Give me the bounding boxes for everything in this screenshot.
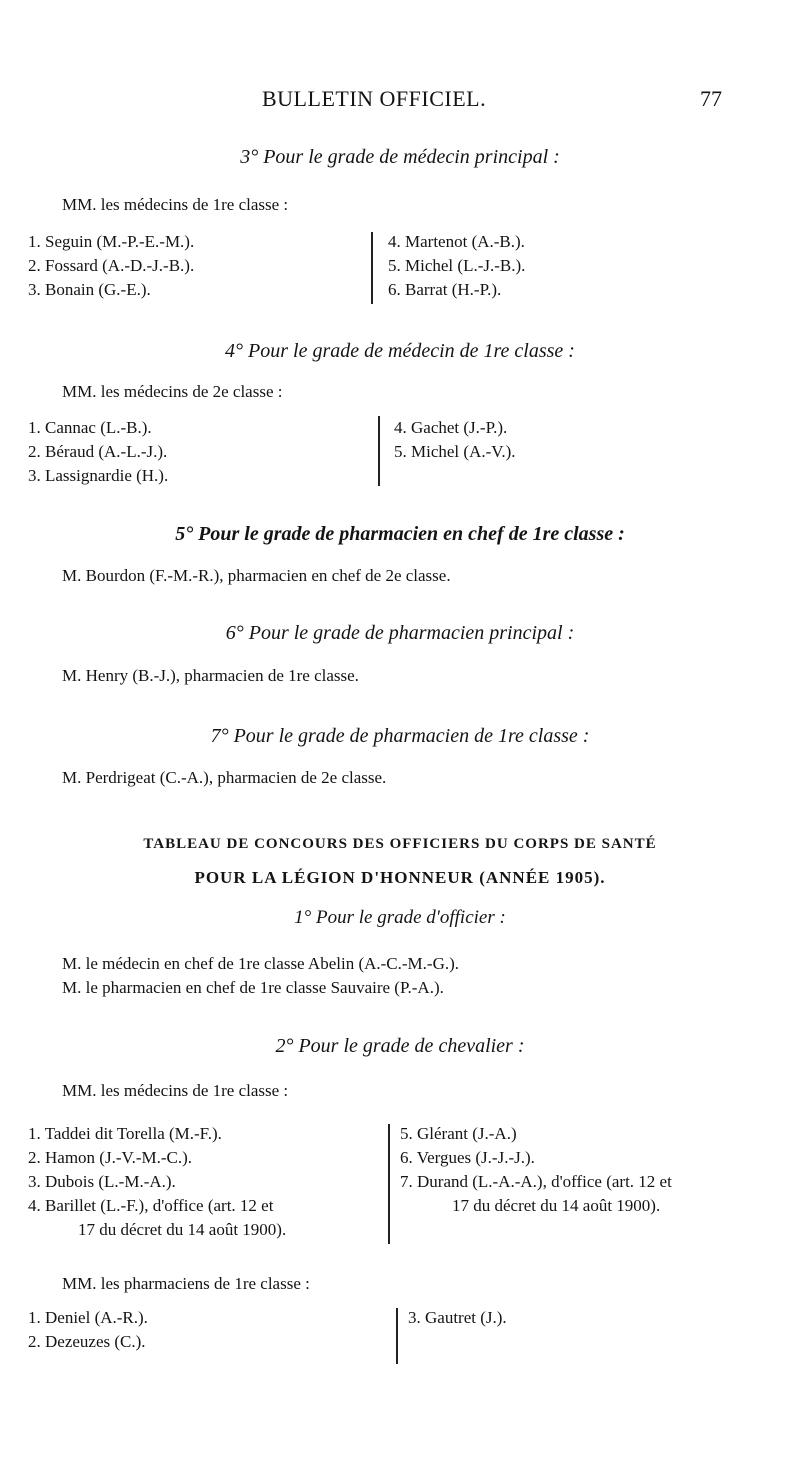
list-item: 3. Bonain (G.-E.). [28, 280, 151, 299]
list-item: 5. Michel (A.-V.). [394, 442, 516, 461]
section-line: M. Henry (B.-J.), pharmacien de 1re classe. [62, 666, 359, 685]
list-item: 3. Lassignardie (H.). [28, 466, 169, 485]
list-item: 4. Gachet (J.-P.). [394, 418, 508, 437]
list-item: 2. Hamon (J.-V.-M.-C.). [28, 1148, 193, 1167]
section-heading: 2° Pour le grade de chevalier : [275, 1035, 525, 1057]
list-item: 6. Vergues (J.-J.-J.). [400, 1148, 535, 1167]
list-item: 5. Michel (L.-J.-B.). [388, 256, 526, 275]
section-heading: 5° Pour le grade de pharmacien en chef de 1re classe : [175, 523, 625, 545]
list-item: 2. Fossard (A.-D.-J.-B.). [28, 256, 195, 275]
section-line: M. Perdrigeat (C.-A.), pharmacien de 2e classe. [62, 768, 387, 787]
list-item: 1. Taddei dit Torella (M.-F.). [28, 1124, 222, 1143]
list-item: 2. Dezeuzes (C.). [28, 1332, 146, 1351]
section-heading: 1° Pour le grade d'officier : [294, 907, 506, 928]
list-item: 4. Martenot (A.-B.). [388, 232, 525, 251]
section-heading: 4° Pour le grade de médecin de 1re classe : [225, 340, 575, 362]
list-item: 6. Barrat (H.-P.). [388, 280, 502, 299]
section-heading: 3° Pour le grade de médecin principal : [240, 146, 560, 168]
column-divider [371, 232, 373, 304]
list-item: 17 du décret du 14 août 1900). [452, 1196, 661, 1215]
page-number: 77 [700, 86, 722, 111]
list-item: 2. Béraud (A.-L.-J.). [28, 442, 168, 461]
section-line: M. le médecin en chef de 1re classe Abelin (A.-C.-M.-G.). [62, 954, 460, 973]
list-item: 17 du décret du 14 août 1900). [78, 1220, 287, 1239]
page-header-title: BULLETIN OFFICIEL. [262, 86, 487, 111]
section-intro: MM. les médecins de 1re classe : [62, 1081, 289, 1100]
section-line: M. Bourdon (F.-M.-R.), pharmacien en chef de 2e classe. [62, 566, 451, 585]
section-intro: MM. les médecins de 2e classe : [62, 382, 283, 401]
list-item: 3. Dubois (L.-M.-A.). [28, 1172, 176, 1191]
column-divider [388, 1124, 390, 1244]
tableau-title-line1: TABLEAU DE CONCOURS DES OFFICIERS DU CORPS DE SANTÉ [143, 836, 657, 852]
list-item: 1. Cannac (L.-B.). [28, 418, 152, 437]
list-item: 1. Seguin (M.-P.-E.-M.). [28, 232, 195, 251]
column-divider [396, 1308, 398, 1364]
list-item: 5. Glérant (J.-A.) [400, 1124, 517, 1143]
list-item: 1. Deniel (A.-R.). [28, 1308, 148, 1327]
column-divider [378, 416, 380, 486]
section-line: M. le pharmacien en chef de 1re classe Sauvaire (P.-A.). [62, 978, 444, 997]
list-item: 7. Durand (L.-A.-A.), d'office (art. 12 et [400, 1172, 672, 1191]
section-intro: MM. les médecins de 1re classe : [62, 195, 289, 214]
tableau-title-line2: POUR LA LÉGION D'HONNEUR (ANNÉE 1905). [194, 868, 606, 887]
section-heading: 7° Pour le grade de pharmacien de 1re classe : [210, 725, 590, 747]
list-item: 4. Barillet (L.-F.), d'office (art. 12 et [28, 1196, 274, 1215]
list-item: 3. Gautret (J.). [408, 1308, 507, 1327]
section-intro: MM. les pharmaciens de 1re classe : [62, 1274, 310, 1293]
section-heading: 6° Pour le grade de pharmacien principal : [225, 622, 575, 644]
